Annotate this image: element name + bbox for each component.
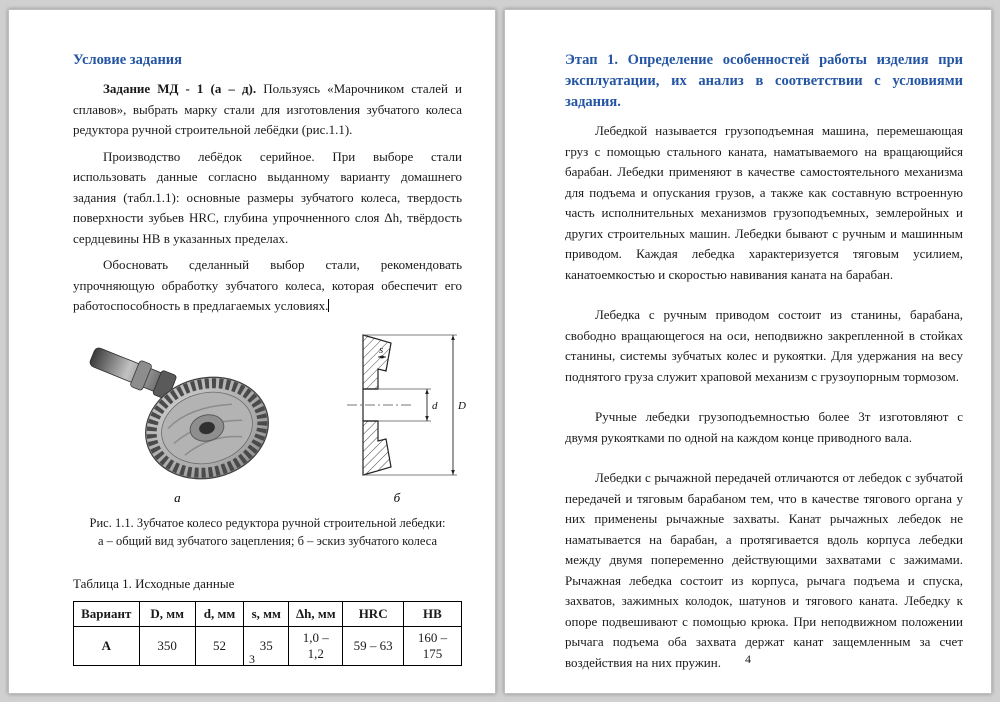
document-page-3	[8, 9, 496, 694]
page-number-3: 3	[249, 652, 255, 666]
figure-caption-line1: Рис. 1.1. Зубчатое колесо редуктора ручной строительной лебедки:	[89, 515, 446, 530]
bevel-gear-photo	[85, 331, 281, 483]
header-variant: Вариант	[74, 601, 140, 626]
header-hrc: HRC	[343, 601, 404, 626]
cell-dh: 1,0 – 1,2	[289, 626, 343, 665]
page-4-content	[505, 10, 991, 693]
figure-label-a: а	[174, 489, 181, 505]
header-dh: Δh, мм	[289, 601, 343, 626]
page-3-content	[9, 10, 495, 693]
paragraph-lever-winch: Лебедки с рычажной передачей отличаются от лебедок с зубчатой передачей и тяговым барабаном тем, что в качестве тягового органа у них применены рычажные захваты. Канат рычажных лебедок не наматывается на барабан, а протягивается вдоль корпуса лебедки между двумя попеременно действующими захватами с зажимами. Рычажная лебедка состоит из корпуса, рычага подъема и спуска, захватов, зажимных колодок, шатунов и тягового каната. Лебедку к опоре подвешивают с помощью крюка. При неподвижном положении рычага подъема оба захвата держат канат защемленным за счет воздействия на них пружин.	[565, 470, 963, 670]
dimension-label-D: D	[458, 399, 466, 412]
cell-hrc: 59 – 63	[343, 626, 404, 665]
paragraph-manual-winch: Лебедка с ручным приводом состоит из станины, барабана, свободно вращающегося на оси, неподвижно закрепленной в стойках станины, системы зубчатых колес и рукоятки. Для удержания на весу поднятого груза служит храповой механизм с грузоупорным тормозом.	[565, 307, 963, 384]
text-caret	[328, 299, 329, 312]
header-s: s, мм	[244, 601, 289, 626]
page-number-4: 4	[745, 652, 751, 666]
figure-labels	[73, 490, 462, 506]
paragraph-task	[73, 79, 462, 141]
paragraph-production: Производство лебёдок серийное. При выборе стали использовать данные согласно выданному варианту домашнего задания (табл.1.1): основные размеры зубчатого колеса, твердость поверхности зубьев HRC, глубина упрочненного слоя Δh, твёрдость сердцевины НВ в указанных пределах.	[73, 148, 462, 246]
paragraph-two-handles: Ручные лебедки грузоподъемностью более 3т изготовляют с двумя рукоятками по одной на каждом конце приводного вала.	[565, 409, 963, 445]
figure-caption-line2: а – общий вид зубчатого зацепления; б – эскиз зубчатого колеса	[97, 533, 438, 548]
header-hb: НВ	[403, 601, 461, 626]
gear-sketch-figure	[343, 327, 481, 488]
header-D: D, мм	[139, 601, 195, 626]
cell-d: 52	[195, 626, 244, 665]
header-d: d, мм	[195, 601, 244, 626]
cell-hb: 160 – 175	[403, 626, 461, 665]
cell-D: 350	[139, 626, 195, 665]
paragraph-justify-choice	[73, 255, 462, 317]
figure-caption	[73, 514, 462, 550]
gear-section-sketch	[343, 327, 481, 483]
figure-row	[73, 327, 466, 488]
cell-variant: А	[74, 626, 140, 665]
task-text: Пользуясь «Марочником сталей и сплавов», выбрать марку стали для изготовления зубчатого колеса редуктора ручной строительной лебёдки (рис.1.1).	[73, 81, 462, 137]
dimension-label-s: s	[379, 343, 384, 356]
justify-choice-text: Обосновать сделанный выбор стали, рекомендовать упрочняющую обработку зубчатого колеса, которая обеспечит его работоспособность в предлагаемых условиях.	[73, 257, 462, 313]
cell-s: 35	[244, 626, 289, 665]
document-page-4	[504, 9, 992, 694]
paragraph-winch-definition: Лебедкой называется грузоподъемная машина, перемешающая груз с помощью стального каната, наматываемого на вращающийся барабан. Лебедки применяют в качестве самостоятельного механизма для подъема и опускания грузов, а также как составную встроенную часть исполнительных механизмов грузоподъемных, землеройных и других строительных машин. Лебедки бывают с ручным и машинным приводом. Каждая лебедка характеризуется тяговым усилием, канатоемкостью и скоростью навивания каната на барабан.	[565, 123, 963, 282]
dimension-label-d: d	[432, 399, 438, 412]
table-title: Таблица 1. Исходные данные	[73, 575, 235, 591]
task-label-bold: Задание МД - 1 (а – д).	[103, 81, 257, 96]
figure-label-b: б	[393, 489, 401, 505]
gear-photo-figure	[85, 331, 281, 488]
section-heading-stage1: Этап 1. Определение особенностей работы изделия при эксплуатации, их анализ в соответствии с условиями задания.	[565, 52, 963, 110]
section-heading-task-conditions: Условие задания	[73, 52, 182, 68]
table-header-row	[74, 601, 462, 626]
